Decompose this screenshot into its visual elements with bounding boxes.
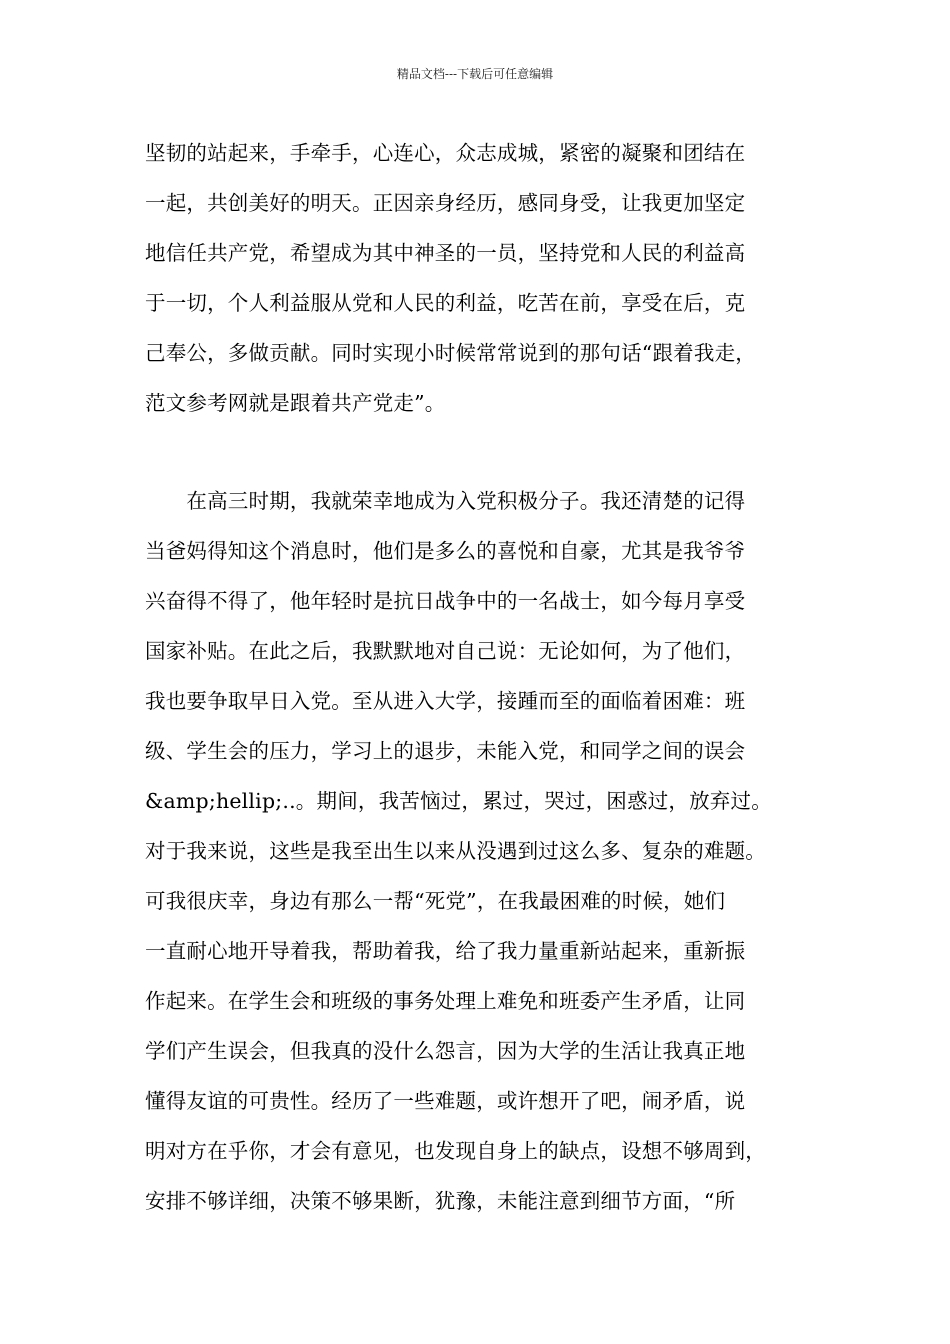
text-line: 国家补贴。在此之后，我默默地对自己说：无论如何，为了他们， [145, 639, 746, 663]
text-line: 对于我来说，这些是我至出生以来从没遇到过这么多、复杂的难题。 [145, 839, 766, 863]
text-line: 我也要争取早日入党。至从进入大学，接踵而至的面临着困难：班 [145, 689, 746, 713]
text-line: 安排不够详细，决策不够果断，犹豫，未能注意到细节方面，“所 [145, 1189, 736, 1213]
text-line: 己奉公，多做贡献。同时实现小时候常常说到的那句话“跟着我走， [145, 341, 756, 365]
text-line: 明对方在乎你，才会有意见，也发现自身上的缺点，设想不够周到， [145, 1139, 766, 1163]
text-line: 一起，共创美好的明天。正因亲身经历，感同身受，让我更加坚定 [145, 191, 746, 215]
text-line: 兴奋得不得了，他年轻时是抗日战争中的一名战士，如今每月享受 [145, 589, 746, 613]
text-line: 一直耐心地开导着我，帮助着我，给了我力量重新站起来，重新振 [145, 939, 746, 963]
text-line: 于一切，个人利益服从党和人民的利益，吃苦在前，享受在后，克 [145, 291, 746, 315]
text-line: 范文参考网就是跟着共产党走”。 [145, 391, 446, 415]
text-line: 坚韧的站起来，手牵手，心连心，众志成城，紧密的凝聚和团结在 [145, 141, 746, 165]
text-line: 可我很庆幸，身边有那么一帮“死党”，在我最困难的时候，她们 [145, 889, 726, 913]
page-header: 精品文档---下载后可任意编辑 [396, 67, 554, 81]
paragraph-1 [145, 128, 835, 428]
text-line: 在高三时期，我就荣幸地成为入党积极分子。我还清楚的记得 [145, 489, 746, 513]
text-line: &amp;hellip;..。期间，我苦恼过，累过，哭过，困惑过，放弃过。 [145, 789, 772, 813]
text-line: 作起来。在学生会和班级的事务处理上难免和班委产生矛盾，让同 [145, 989, 746, 1013]
text-line: 级、学生会的压力，学习上的退步，未能入党，和同学之间的误会 [145, 739, 746, 763]
text-line: 地信任共产党，希望成为其中神圣的一员，坚持党和人民的利益高 [145, 241, 746, 265]
paragraph-2 [145, 476, 835, 1226]
text-line: 学们产生误会，但我真的没什么怨言，因为大学的生活让我真正地 [145, 1039, 746, 1063]
text-line: 懂得友谊的可贵性。经历了一些难题，或许想开了吧，闹矛盾，说 [145, 1089, 746, 1113]
text-line: 当爸妈得知这个消息时，他们是多么的喜悦和自豪，尤其是我爷爷 [145, 539, 746, 563]
